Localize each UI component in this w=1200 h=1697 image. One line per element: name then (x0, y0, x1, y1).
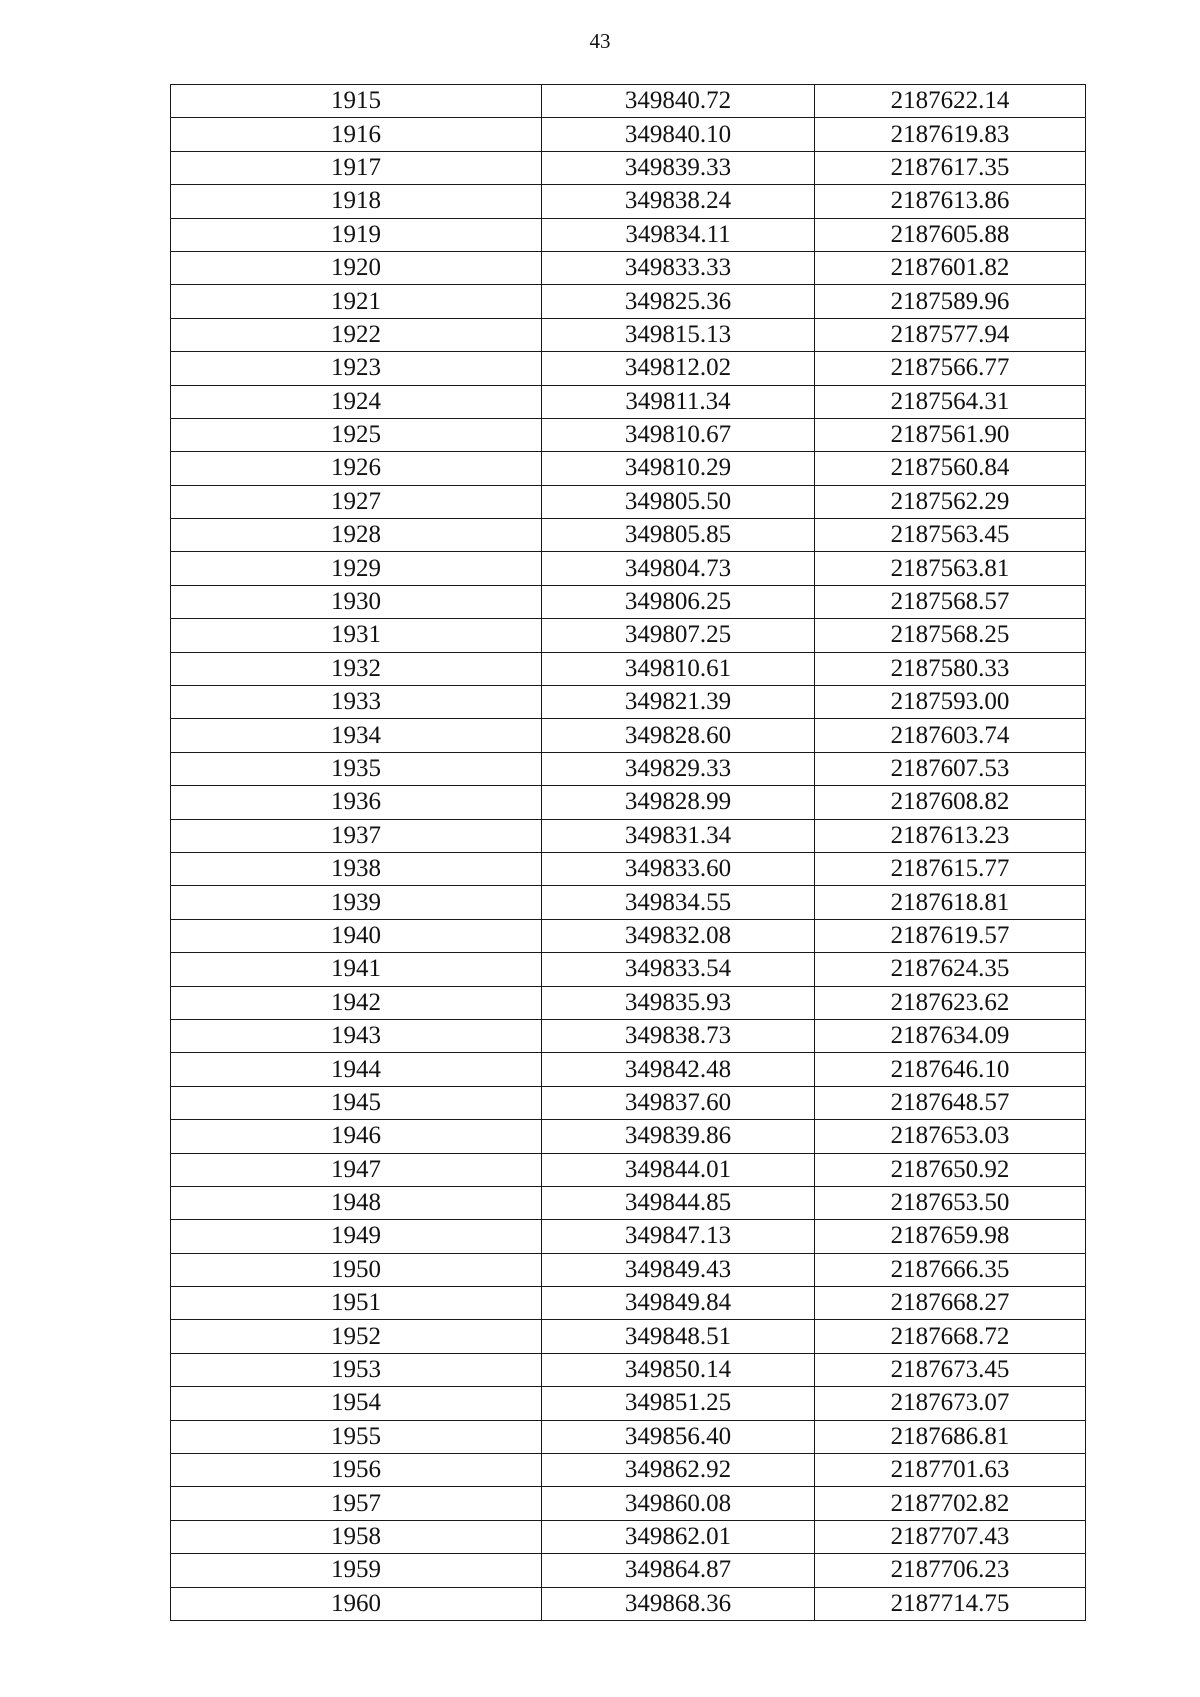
x-coordinate-cell: 349834.11 (542, 218, 815, 251)
point-number-cell: 1922 (171, 318, 542, 351)
point-number-cell: 1921 (171, 285, 542, 318)
x-coordinate-cell: 349848.51 (542, 1320, 815, 1353)
y-coordinate-cell: 2187707.43 (815, 1520, 1086, 1553)
point-number-cell: 1917 (171, 151, 542, 184)
point-number-cell: 1923 (171, 352, 542, 385)
y-coordinate-cell: 2187622.14 (815, 85, 1086, 118)
point-number-cell: 1940 (171, 919, 542, 952)
table-row (171, 385, 1086, 418)
point-number-cell: 1943 (171, 1019, 542, 1052)
y-coordinate-cell: 2187577.94 (815, 318, 1086, 351)
table-row (171, 819, 1086, 852)
table-row (171, 1053, 1086, 1086)
x-coordinate-cell: 349810.61 (542, 652, 815, 685)
y-coordinate-cell: 2187646.10 (815, 1053, 1086, 1086)
table-row (171, 1353, 1086, 1386)
point-number-cell: 1955 (171, 1420, 542, 1453)
x-coordinate-cell: 349834.55 (542, 886, 815, 919)
table-row (171, 1320, 1086, 1353)
x-coordinate-cell: 349838.24 (542, 185, 815, 218)
y-coordinate-cell: 2187623.62 (815, 986, 1086, 1019)
y-coordinate-cell: 2187617.35 (815, 151, 1086, 184)
table-row (171, 1287, 1086, 1320)
y-coordinate-cell: 2187668.27 (815, 1287, 1086, 1320)
table-row (171, 585, 1086, 618)
table-row (171, 1554, 1086, 1587)
x-coordinate-cell: 349862.01 (542, 1520, 815, 1553)
point-number-cell: 1932 (171, 652, 542, 685)
x-coordinate-cell: 349868.36 (542, 1587, 815, 1620)
y-coordinate-cell: 2187593.00 (815, 686, 1086, 719)
point-number-cell: 1927 (171, 485, 542, 518)
coordinates-table (170, 84, 1086, 1621)
x-coordinate-cell: 349864.87 (542, 1554, 815, 1587)
point-number-cell: 1928 (171, 519, 542, 552)
table-row (171, 285, 1086, 318)
x-coordinate-cell: 349829.33 (542, 752, 815, 785)
x-coordinate-cell: 349805.85 (542, 519, 815, 552)
x-coordinate-cell: 349847.13 (542, 1220, 815, 1253)
x-coordinate-cell: 349804.73 (542, 552, 815, 585)
y-coordinate-cell: 2187560.84 (815, 452, 1086, 485)
point-number-cell: 1948 (171, 1186, 542, 1219)
y-coordinate-cell: 2187564.31 (815, 385, 1086, 418)
y-coordinate-cell: 2187589.96 (815, 285, 1086, 318)
point-number-cell: 1949 (171, 1220, 542, 1253)
y-coordinate-cell: 2187701.63 (815, 1454, 1086, 1487)
x-coordinate-cell: 349849.84 (542, 1287, 815, 1320)
x-coordinate-cell: 349812.02 (542, 352, 815, 385)
table-row (171, 1186, 1086, 1219)
point-number-cell: 1946 (171, 1120, 542, 1153)
x-coordinate-cell: 349811.34 (542, 385, 815, 418)
x-coordinate-cell: 349851.25 (542, 1387, 815, 1420)
y-coordinate-cell: 2187686.81 (815, 1420, 1086, 1453)
table-row (171, 1120, 1086, 1153)
x-coordinate-cell: 349840.10 (542, 118, 815, 151)
y-coordinate-cell: 2187607.53 (815, 752, 1086, 785)
table-row (171, 185, 1086, 218)
y-coordinate-cell: 2187601.82 (815, 251, 1086, 284)
x-coordinate-cell: 349850.14 (542, 1353, 815, 1386)
point-number-cell: 1951 (171, 1287, 542, 1320)
point-number-cell: 1916 (171, 118, 542, 151)
y-coordinate-cell: 2187619.57 (815, 919, 1086, 952)
table-row (171, 1387, 1086, 1420)
x-coordinate-cell: 349842.48 (542, 1053, 815, 1086)
point-number-cell: 1959 (171, 1554, 542, 1587)
table-row (171, 85, 1086, 118)
table-row (171, 986, 1086, 1019)
y-coordinate-cell: 2187608.82 (815, 786, 1086, 819)
y-coordinate-cell: 2187648.57 (815, 1086, 1086, 1119)
table-row (171, 919, 1086, 952)
point-number-cell: 1945 (171, 1086, 542, 1119)
y-coordinate-cell: 2187659.98 (815, 1220, 1086, 1253)
y-coordinate-cell: 2187618.81 (815, 886, 1086, 919)
y-coordinate-cell: 2187568.25 (815, 619, 1086, 652)
y-coordinate-cell: 2187562.29 (815, 485, 1086, 518)
point-number-cell: 1924 (171, 385, 542, 418)
point-number-cell: 1920 (171, 251, 542, 284)
point-number-cell: 1942 (171, 986, 542, 1019)
table-row (171, 686, 1086, 719)
table-row (171, 1487, 1086, 1520)
y-coordinate-cell: 2187668.72 (815, 1320, 1086, 1353)
table-row (171, 1253, 1086, 1286)
x-coordinate-cell: 349828.60 (542, 719, 815, 752)
y-coordinate-cell: 2187702.82 (815, 1487, 1086, 1520)
x-coordinate-cell: 349860.08 (542, 1487, 815, 1520)
point-number-cell: 1933 (171, 686, 542, 719)
table-row (171, 786, 1086, 819)
table-row (171, 619, 1086, 652)
x-coordinate-cell: 349844.85 (542, 1186, 815, 1219)
y-coordinate-cell: 2187568.57 (815, 585, 1086, 618)
x-coordinate-cell: 349835.93 (542, 986, 815, 1019)
y-coordinate-cell: 2187613.86 (815, 185, 1086, 218)
x-coordinate-cell: 349828.99 (542, 786, 815, 819)
x-coordinate-cell: 349832.08 (542, 919, 815, 952)
table-row (171, 1153, 1086, 1186)
point-number-cell: 1935 (171, 752, 542, 785)
x-coordinate-cell: 349805.50 (542, 485, 815, 518)
table-row (171, 886, 1086, 919)
x-coordinate-cell: 349833.60 (542, 852, 815, 885)
table-row (171, 1420, 1086, 1453)
y-coordinate-cell: 2187650.92 (815, 1153, 1086, 1186)
point-number-cell: 1939 (171, 886, 542, 919)
table-row (171, 652, 1086, 685)
table-row (171, 218, 1086, 251)
table-row (171, 251, 1086, 284)
y-coordinate-cell: 2187580.33 (815, 652, 1086, 685)
y-coordinate-cell: 2187566.77 (815, 352, 1086, 385)
coordinates-table-body (171, 85, 1086, 1621)
point-number-cell: 1918 (171, 185, 542, 218)
x-coordinate-cell: 349831.34 (542, 819, 815, 852)
x-coordinate-cell: 349849.43 (542, 1253, 815, 1286)
x-coordinate-cell: 349856.40 (542, 1420, 815, 1453)
point-number-cell: 1941 (171, 953, 542, 986)
x-coordinate-cell: 349839.33 (542, 151, 815, 184)
x-coordinate-cell: 349839.86 (542, 1120, 815, 1153)
point-number-cell: 1931 (171, 619, 542, 652)
y-coordinate-cell: 2187563.81 (815, 552, 1086, 585)
x-coordinate-cell: 349807.25 (542, 619, 815, 652)
y-coordinate-cell: 2187666.35 (815, 1253, 1086, 1286)
table-row (171, 118, 1086, 151)
table-row (171, 485, 1086, 518)
table-row (171, 1520, 1086, 1553)
point-number-cell: 1937 (171, 819, 542, 852)
table-row (171, 1587, 1086, 1620)
x-coordinate-cell: 349833.33 (542, 251, 815, 284)
x-coordinate-cell: 349862.92 (542, 1454, 815, 1487)
table-row (171, 519, 1086, 552)
table-row (171, 752, 1086, 785)
y-coordinate-cell: 2187653.50 (815, 1186, 1086, 1219)
point-number-cell: 1956 (171, 1454, 542, 1487)
table-row (171, 452, 1086, 485)
table-row (171, 852, 1086, 885)
point-number-cell: 1915 (171, 85, 542, 118)
x-coordinate-cell: 349838.73 (542, 1019, 815, 1052)
point-number-cell: 1930 (171, 585, 542, 618)
table-row (171, 953, 1086, 986)
point-number-cell: 1954 (171, 1387, 542, 1420)
page-number: 43 (589, 29, 611, 53)
table-row (171, 1454, 1086, 1487)
point-number-cell: 1919 (171, 218, 542, 251)
table-row (171, 1086, 1086, 1119)
y-coordinate-cell: 2187603.74 (815, 719, 1086, 752)
y-coordinate-cell: 2187673.07 (815, 1387, 1086, 1420)
y-coordinate-cell: 2187634.09 (815, 1019, 1086, 1052)
table-row (171, 352, 1086, 385)
x-coordinate-cell: 349837.60 (542, 1086, 815, 1119)
table-row (171, 151, 1086, 184)
x-coordinate-cell: 349810.29 (542, 452, 815, 485)
y-coordinate-cell: 2187624.35 (815, 953, 1086, 986)
point-number-cell: 1957 (171, 1487, 542, 1520)
x-coordinate-cell: 349806.25 (542, 585, 815, 618)
y-coordinate-cell: 2187605.88 (815, 218, 1086, 251)
y-coordinate-cell: 2187563.45 (815, 519, 1086, 552)
point-number-cell: 1936 (171, 786, 542, 819)
x-coordinate-cell: 349840.72 (542, 85, 815, 118)
point-number-cell: 1926 (171, 452, 542, 485)
point-number-cell: 1952 (171, 1320, 542, 1353)
point-number-cell: 1958 (171, 1520, 542, 1553)
x-coordinate-cell: 349815.13 (542, 318, 815, 351)
y-coordinate-cell: 2187714.75 (815, 1587, 1086, 1620)
point-number-cell: 1925 (171, 418, 542, 451)
point-number-cell: 1934 (171, 719, 542, 752)
point-number-cell: 1929 (171, 552, 542, 585)
y-coordinate-cell: 2187561.90 (815, 418, 1086, 451)
y-coordinate-cell: 2187653.03 (815, 1120, 1086, 1153)
x-coordinate-cell: 349833.54 (542, 953, 815, 986)
x-coordinate-cell: 349810.67 (542, 418, 815, 451)
table-row (171, 418, 1086, 451)
y-coordinate-cell: 2187615.77 (815, 852, 1086, 885)
point-number-cell: 1938 (171, 852, 542, 885)
y-coordinate-cell: 2187619.83 (815, 118, 1086, 151)
point-number-cell: 1953 (171, 1353, 542, 1386)
point-number-cell: 1944 (171, 1053, 542, 1086)
table-row (171, 719, 1086, 752)
x-coordinate-cell: 349821.39 (542, 686, 815, 719)
point-number-cell: 1950 (171, 1253, 542, 1286)
table-row (171, 1220, 1086, 1253)
y-coordinate-cell: 2187613.23 (815, 819, 1086, 852)
table-row (171, 318, 1086, 351)
table-row (171, 552, 1086, 585)
table-row (171, 1019, 1086, 1052)
point-number-cell: 1960 (171, 1587, 542, 1620)
x-coordinate-cell: 349825.36 (542, 285, 815, 318)
y-coordinate-cell: 2187706.23 (815, 1554, 1086, 1587)
x-coordinate-cell: 349844.01 (542, 1153, 815, 1186)
point-number-cell: 1947 (171, 1153, 542, 1186)
y-coordinate-cell: 2187673.45 (815, 1353, 1086, 1386)
